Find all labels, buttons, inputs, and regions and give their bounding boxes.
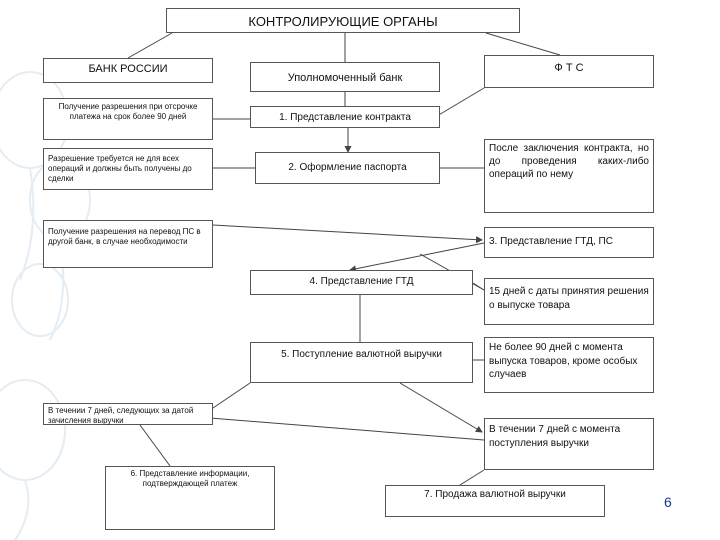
line-7-days-left-to-right — [210, 418, 484, 440]
box-1-contract: 1. Представление контракта — [250, 106, 440, 128]
box-permission-required: Разрешение требуется не для всех операций и должны быть получены до сделки — [43, 148, 213, 190]
box-3-gtd-ps: 3. Представление ГТД, ПС — [484, 227, 654, 258]
box-6-payment-info: 6. Представление информации, подтверждающей платеж — [105, 466, 275, 530]
header-fts: Ф Т С — [484, 55, 654, 88]
line-7-days-left-to-info — [140, 425, 170, 466]
arrow-gtd-ps-to-present-gtd — [350, 243, 484, 270]
line-title-to-bank-russia — [128, 33, 172, 58]
page-number: 6 — [664, 494, 672, 510]
box-90-days: Не более 90 дней с момента выпуска товаров, кроме особых случаев — [484, 337, 654, 393]
header-authorized-bank: Уполномоченный банк — [250, 62, 440, 92]
line-title-to-fts — [486, 33, 560, 55]
box-7-days-after-crediting: В течении 7 дней, следующих за датой зачисления выручки — [43, 403, 213, 425]
box-4-present-gtd: 4. Представление ГТД — [250, 270, 473, 295]
header-bank-of-russia: БАНК РОССИИ — [43, 58, 213, 83]
title-controlling-bodies: КОНТРОЛИРУЮЩИЕ ОРГАНЫ — [166, 8, 520, 33]
box-7-currency-sale: 7. Продажа валютной выручки — [385, 485, 605, 517]
box-2-passport: 2. Оформление паспорта — [255, 152, 440, 184]
arrow-currency-to-7-days-right — [400, 383, 482, 432]
box-5-currency-receipt: 5. Поступление валютной выручки — [250, 342, 473, 383]
box-7-days-after-receipt: В течении 7 дней с момента поступления выручки — [484, 418, 654, 470]
line-7-days-left-to-currency — [210, 383, 250, 410]
box-after-contract-conclusion: После заключения контракта, но до проведения каких-либо операций по нему — [484, 139, 654, 213]
arrow-transfer-to-gtd-ps — [213, 225, 482, 240]
line-7-days-right-to-sale — [460, 470, 484, 485]
box-deferral-permission: Получение разрешения при отсрочке платежа на срок более 90 дней — [43, 98, 213, 140]
box-transfer-ps-permission: Получение разрешения на перевод ПС в другой банк, в случае необходимости — [43, 220, 213, 268]
box-15-days: 15 дней с даты принятия решения о выпуске товара — [484, 278, 654, 325]
line-present-gtd-to-15-days — [473, 283, 484, 290]
